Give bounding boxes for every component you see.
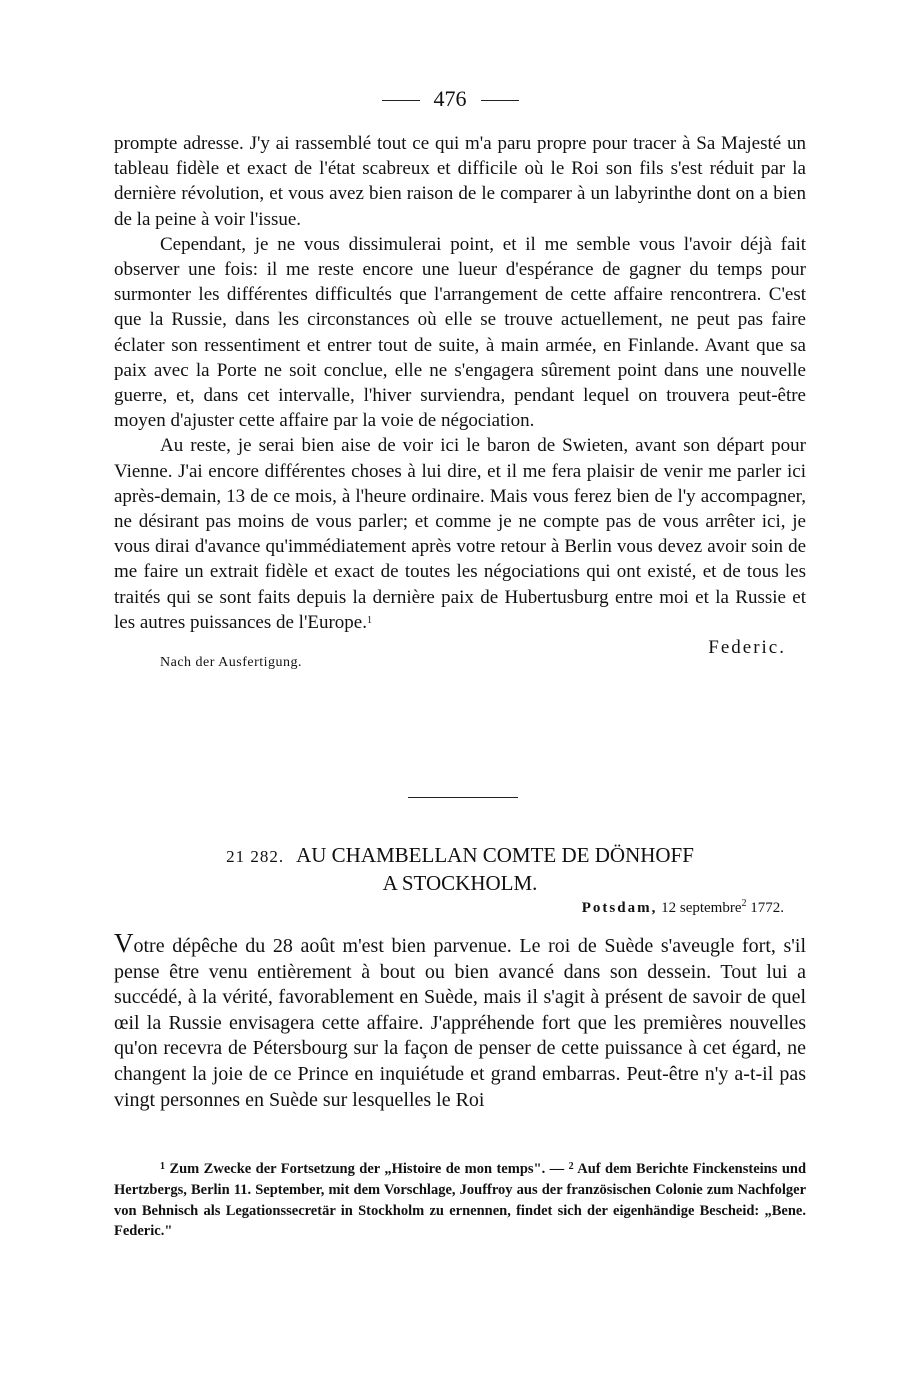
letter-body-paragraph [114, 928, 806, 1113]
letter-body [114, 928, 806, 1113]
paragraph-1: prompte adresse. J'y ai rassemblé tout ce qui m'a paru propre pour tracer à Sa Majesté un tableau fidèle et exact de l'état scabreux et difficile où le Roi son fils s'est réduit par la dernière révolution, et vous avez bien raison de le comparer à un labyrinthe dont on a bien de la peine à voir l'issue. [114, 133, 806, 230]
footnote-ref-1: 1 [366, 614, 372, 626]
dateline-year: 1772. [750, 900, 784, 916]
drop-cap: V [114, 928, 134, 958]
heading-recipient: AU CHAMBELLAN COMTE DE DÖNHOFF [296, 843, 694, 867]
page-number-text: 476 [433, 86, 467, 111]
letter-number: 21 282. [226, 847, 285, 866]
page-number-dash-right [481, 100, 519, 101]
dateline-date: 12 septembre [661, 900, 742, 916]
footnote-ref-2: 2 [741, 898, 747, 909]
letter-body-text: otre dépêche du 28 août m'est bien parvenue. Le roi de Suède s'aveugle fort, s'il pense être venu entièrement à bout ou bien avancé dans son dessein. Tout lui a succédé, à la vérité, favorablement en Suède, mais il s'agit à présent de savoir de quel œil la Russie envisagera cette affaire. J'appréhende fort que les premières nouvelles qu'on recevra de Pétersbourg sur la façon de penser de cette puissance à cet égard, ne changent la joie de ce Prince en inquiétude et grand embarras. Peut-être n'y a-t-il pas vingt personnes en Suède sur lesquelles le Roi [114, 935, 806, 1111]
closing-row [114, 635, 806, 683]
footnote-1: Zum Zwecke der Fortsetzung der „Histoire de mon temps". — [169, 1161, 565, 1177]
section-divider [408, 797, 518, 798]
source-note: Nach der Ausfertigung. [160, 655, 303, 671]
signature: Federic. [708, 637, 786, 659]
letter-continuation [114, 131, 806, 683]
heading-line-1 [114, 842, 806, 870]
paragraph-3 [114, 433, 806, 635]
paragraph-3-text: Au reste, je serai bien aise de voir ici le baron de Swieten, avant son départ pour Vienne. J'ai encore différentes choses à lui dire, et il me fera plaisir de venir me parler ici après-demain, 13 de ce mois, à l'heure ordinaire. Mais vous ferez bien de l'y accompagner, ne désirant pas moins de vous parler; et comme je ne compte pas de vous arrêter ici, je vous dirai d'avance qu'immédiatement après votre retour à Berlin vous devez avoir soin de me faire un extrait fidèle et exact de toutes les négociations qui ont existé, et de tous les traités qui se sont faits depuis la dernière paix de Hubertusburg entre moi et la Russie et les autres puissances de l'Europe. [114, 435, 806, 633]
heading-line-2: A STOCKHOLM. [382, 871, 538, 895]
footnotes [114, 1159, 806, 1242]
footnote-paragraph [114, 1159, 806, 1242]
paragraph-2: Cependant, je ne vous dissimulerai point, et il me semble vous l'avoir déjà fait observer une fois: il me reste encore une lueur d'espérance de gagner du temps pour surmonter les différentes difficultés que l'arrangement de cette affaire rencontrera. C'est que la Russie, dans les circonstances où elle se trouve actuellement, ne peut pas faire éclater son ressentiment et entrer tout de suite, à main armée, en Finlande. Avant que sa paix avec la Porte ne soit conclue, elle ne s'engagera sûrement point dans une nouvelle guerre, et, dans cet intervalle, l'hiver surviendra, pendant lequel on trouvera peut-être moyen d'ajuster cette affaire par la voie de négociation. [114, 233, 806, 432]
footnote-2: Auf dem Berichte Finckensteins und Hertzbergs, Berlin 11. September, mit dem Vorschlage, Jouffroy aus der französischen Colonie zum Nachfolger von Behnisch als Legationssecretär in Stockholm zu ernennen, findet sich der eigenhändige Bescheid: „Bene. Federic." [114, 1161, 807, 1240]
page-number [0, 86, 900, 112]
page-number-dash-left [382, 100, 420, 101]
footnote-mark-2: 2 [568, 1161, 574, 1172]
dateline [582, 900, 784, 917]
footnote-mark-1: 1 [160, 1161, 165, 1172]
dateline-place: Potsdam, [581, 900, 658, 916]
letter-heading [114, 842, 806, 897]
